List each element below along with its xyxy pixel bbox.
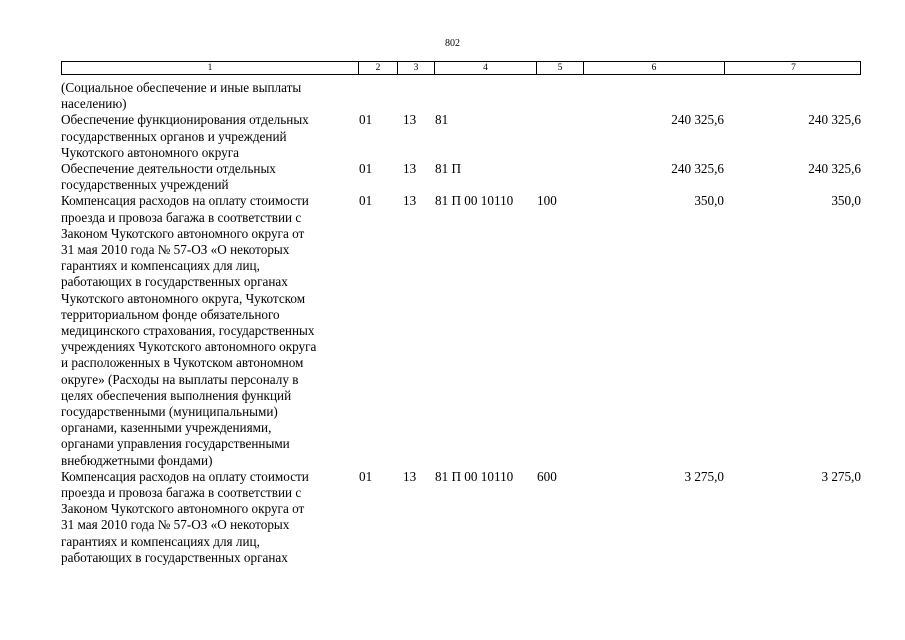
row-name-line: Законом Чукотского автономного округа от xyxy=(61,225,305,241)
header-col-1: 1 xyxy=(62,62,359,74)
row-section-code: 01 xyxy=(359,161,373,177)
row-name-line: Компенсация расходов на оплату стоимости xyxy=(61,468,309,484)
row-amount-1: 240 325,6 xyxy=(671,112,724,128)
row-target-article: 81 П 00 10110 xyxy=(435,468,514,484)
row-name-line: медицинского страхования, государственных xyxy=(61,323,315,339)
row-name xyxy=(61,161,361,193)
header-col-6: 6 xyxy=(584,62,725,74)
table-header-row xyxy=(61,61,861,75)
header-col-7: 7 xyxy=(791,63,796,73)
row-name-line: проезда и провоза багажа в соответствии с xyxy=(61,209,302,225)
row-amount-1: 350,0 xyxy=(694,193,724,209)
row-amount-1: 3 275,0 xyxy=(684,468,724,484)
row-subsection-code: 13 xyxy=(403,193,417,209)
table-row xyxy=(61,193,861,468)
row-name-line: работающих в государственных органах xyxy=(61,549,288,565)
row-expense-type: 600 xyxy=(537,468,557,484)
row-name-line: Компенсация расходов на оплату стоимости xyxy=(61,193,309,209)
row-subsection-code: 13 xyxy=(403,112,417,128)
table-row xyxy=(61,80,861,112)
table-body xyxy=(61,80,861,566)
row-target-article: 81 П xyxy=(435,161,462,177)
page-number: 802 xyxy=(445,38,460,49)
row-name-line: государственных органов и учреждений xyxy=(61,128,287,144)
row-amount-2: 3 275,0 xyxy=(821,468,861,484)
row-section-code: 01 xyxy=(359,112,373,128)
table-row xyxy=(61,469,861,566)
row-name-line: Чукотского автономного округа, Чукотском xyxy=(61,290,306,306)
header-col-2: 2 xyxy=(359,62,398,74)
row-name-line: целях обеспечения выполнения функций xyxy=(61,387,292,403)
row-amount-2: 240 325,6 xyxy=(808,112,861,128)
row-name-line: государственных учреждений xyxy=(61,177,229,193)
row-name-line: работающих в государственных органах xyxy=(61,274,288,290)
row-name-line: гарантиях и компенсациях для лиц, xyxy=(61,533,260,549)
row-expense-type: 100 xyxy=(537,193,557,209)
row-name-line: Обеспечение деятельности отдельных xyxy=(61,161,276,177)
row-name-line: органами, казенными учреждениями, xyxy=(61,420,272,436)
row-subsection-code: 13 xyxy=(403,468,417,484)
row-name-line: внебюджетными фондами) xyxy=(61,452,213,468)
header-col-3: 3 xyxy=(398,62,435,74)
row-name xyxy=(61,193,361,468)
header-col-4: 4 xyxy=(435,62,537,74)
row-name xyxy=(61,112,361,161)
row-name-line: органами управления государственными xyxy=(61,436,290,452)
row-name xyxy=(61,469,361,566)
row-section-code: 01 xyxy=(359,193,373,209)
row-name-line: Обеспечение функционирования отдельных xyxy=(61,112,309,128)
row-name-line: и расположенных в Чукотском автономном xyxy=(61,355,304,371)
row-target-article: 81 П 00 10110 xyxy=(435,193,514,209)
header-col-5: 5 xyxy=(537,62,584,74)
row-name-line: государственными (муниципальными) xyxy=(61,404,278,420)
row-name-line: населению) xyxy=(61,96,127,112)
row-name-line: учреждениях Чукотского автономного округа xyxy=(61,339,317,355)
row-name-line: 31 мая 2010 года № 57-ОЗ «О некоторых xyxy=(61,517,290,533)
row-name-line: 31 мая 2010 года № 57-ОЗ «О некоторых xyxy=(61,242,290,258)
row-amount-2: 240 325,6 xyxy=(808,161,861,177)
row-name-line: округе» (Расходы на выплаты персоналу в xyxy=(61,371,299,387)
row-amount-2: 350,0 xyxy=(831,193,861,209)
row-section-code: 01 xyxy=(359,468,373,484)
row-subsection-code: 13 xyxy=(403,161,417,177)
row-name-line: проезда и провоза багажа в соответствии с xyxy=(61,485,302,501)
table-row xyxy=(61,161,861,193)
table-row xyxy=(61,112,861,161)
row-name-line: (Социальное обеспечение и иные выплаты xyxy=(61,80,302,95)
row-name-line: Законом Чукотского автономного округа от xyxy=(61,501,305,517)
row-name-line: территориальном фонде обязательного xyxy=(61,306,280,322)
row-name-line: Чукотского автономного округа xyxy=(61,144,239,160)
row-amount-1: 240 325,6 xyxy=(671,161,724,177)
row-name-line: гарантиях и компенсациях для лиц, xyxy=(61,258,260,274)
row-target-article: 81 xyxy=(435,112,449,128)
row-name xyxy=(61,80,361,112)
